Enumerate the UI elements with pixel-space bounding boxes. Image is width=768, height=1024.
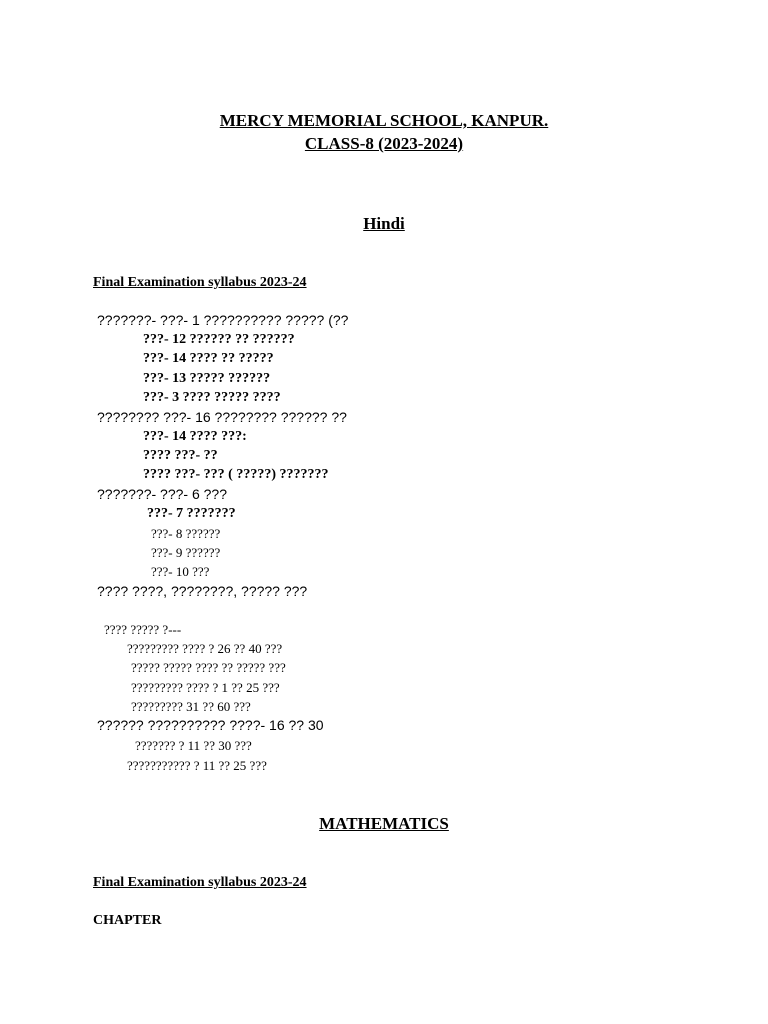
hindi-line-18: ????? ????? ???? ?? ????? ??? [131,660,286,675]
hindi-line-12: ???- 8 ?????? [151,526,221,541]
hindi-line-4: ???- 13 ????? ?????? [143,371,271,386]
hindi-line-1: ???????- ???- 1 ?????????? ????? (?? [97,312,349,328]
hindi-line-5: ???- 3 ???? ????? ???? [143,390,281,405]
hindi-line-20: ????????? 31 ?? 60 ??? [131,699,251,714]
school-name: MERCY MEMORIAL SCHOOL, KANPUR. [219,111,549,130]
hindi-line-9: ???? ???- ??? ( ?????) ??????? [143,467,329,482]
hindi-line-16: ???? ????? ?--- [104,622,182,637]
hindi-line-14: ???- 10 ??? [151,564,210,579]
hindi-line-19: ????????? ???? ? 1 ?? 25 ??? [131,680,280,695]
hindi-section-title: Hindi [363,214,405,233]
class-line: CLASS-8 (2023-2024) [304,134,464,153]
hindi-line-2: ???- 12 ?????? ?? ?????? [143,332,295,347]
hindi-line-13: ???- 9 ?????? [151,545,221,560]
hindi-line-3: ???- 14 ???? ?? ????? [143,351,274,366]
hindi-line-11: ???- 7 ??????? [147,506,236,521]
mathematics-section-title: MATHEMATICS [319,814,449,833]
math-syllabus-heading: Final Examination syllabus 2023-24 [93,875,307,890]
hindi-line-21: ?????? ?????????? ????- 16 ?? 30 [97,717,324,733]
hindi-line-8: ???? ???- ?? [143,448,218,463]
hindi-line-15: ???? ????, ????????, ????? ??? [97,583,308,599]
hindi-line-17: ????????? ???? ? 26 ?? 40 ??? [127,641,283,656]
math-chapter-label: CHAPTER [93,913,162,928]
hindi-line-22: ??????? ? 11 ?? 30 ??? [135,738,252,753]
hindi-line-23: ??????????? ? 11 ?? 25 ??? [127,758,267,773]
hindi-line-7: ???- 14 ???? ???: [143,429,247,444]
hindi-line-6: ???????? ???- 16 ???????? ?????? ?? [97,409,347,425]
hindi-syllabus-heading: Final Examination syllabus 2023-24 [93,275,307,290]
hindi-line-10: ???????- ???- 6 ??? [97,486,227,502]
